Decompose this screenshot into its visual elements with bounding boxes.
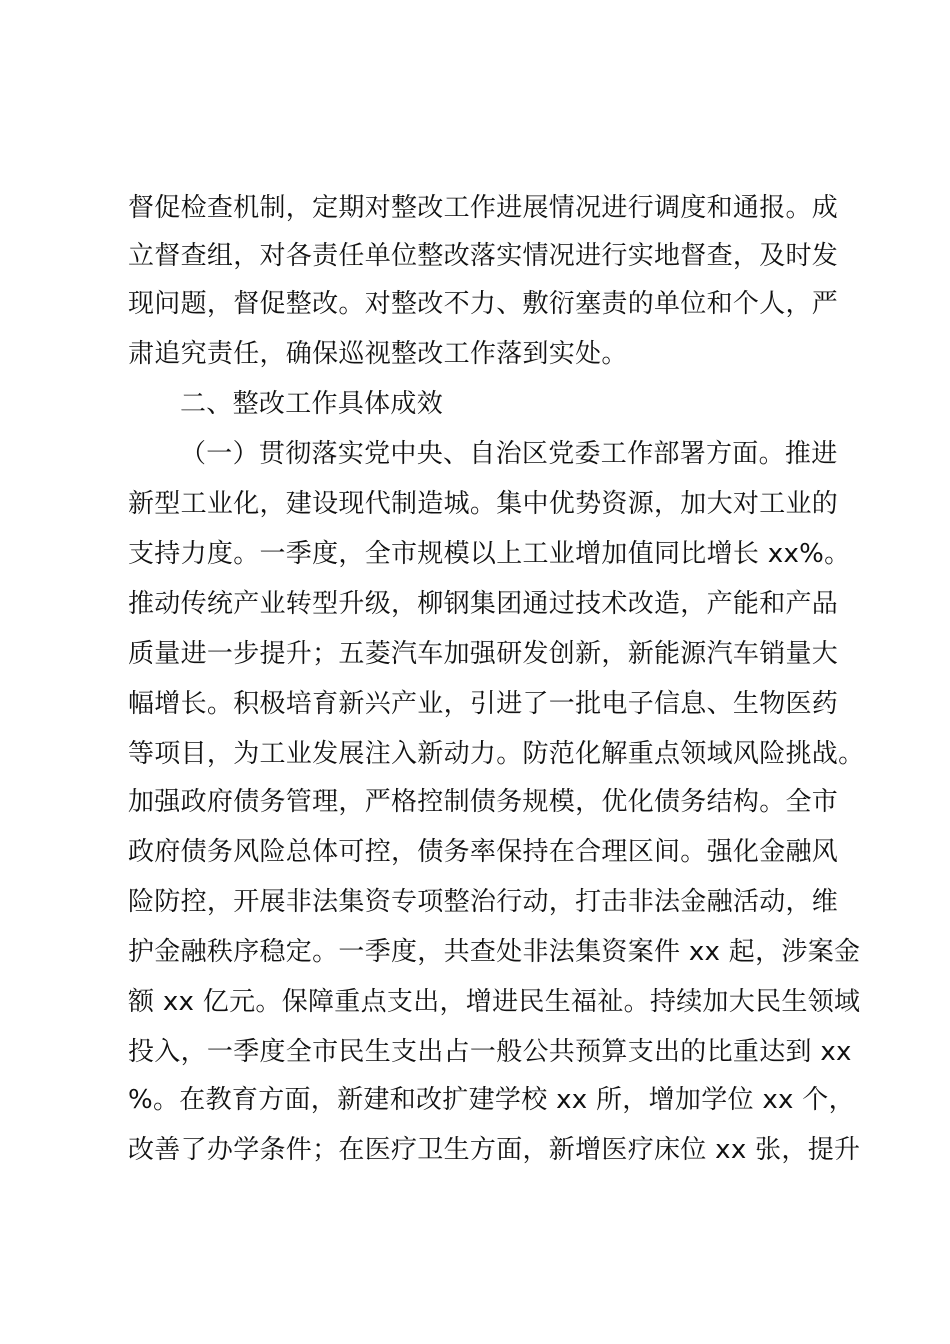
body-text-line: 支持力度。一季度，全市规模以上工业增加值同比增长 xx%。 — [128, 539, 851, 569]
body-text-line: 督促检查机制，定期对整改工作进展情况进行调度和通报。成 — [128, 193, 839, 223]
body-text-line: 立督查组，对各责任单位整改落实情况进行实地督查，及时发 — [128, 241, 839, 271]
body-text-line: 等项目，为工业发展注入新动力。防范化解重点领域风险挑战。 — [128, 739, 865, 769]
body-text-line: 额 xx 亿元。保障重点支出，增进民生福祉。持续加大民生领域 — [128, 987, 861, 1017]
body-text-line: 投入，一季度全市民生支出占一般公共预算支出的比重达到 xx — [128, 1037, 852, 1067]
body-text-line: 新型工业化，建设现代制造城。集中优势资源，加大对工业的 — [128, 489, 839, 519]
body-text-line: 肃追究责任，确保巡视整改工作落到实处。 — [128, 339, 628, 369]
body-text-line: 险防控，开展非法集资专项整治行动，打击非法金融活动，维 — [128, 887, 839, 917]
body-text-line: 推动传统产业转型升级，柳钢集团通过技术改造，产能和产品 — [128, 589, 839, 619]
body-text-line: 幅增长。积极培育新兴产业，引进了一批电子信息、生物医药 — [128, 689, 839, 719]
subsection-heading-line: （一）贯彻落实党中央、自治区党委工作部署方面。推进 — [180, 439, 838, 469]
body-text-line: 质量进一步提升；五菱汽车加强研发创新，新能源汽车销量大 — [128, 639, 839, 669]
body-text-line: 改善了办学条件；在医疗卫生方面，新增医疗床位 xx 张，提升 — [128, 1135, 861, 1165]
body-text-line: 护金融秩序稳定。一季度，共查处非法集资案件 xx 起，涉案金 — [128, 937, 861, 967]
body-text-line: 现问题，督促整改。对整改不力、敷衍塞责的单位和个人，严 — [128, 289, 839, 319]
body-text-line: 加强政府债务管理，严格控制债务规模，优化债务结构。全市 — [128, 787, 839, 817]
section-heading: 二、整改工作具体成效 — [180, 389, 444, 419]
body-text-line: %。在教育方面，新建和改扩建学校 xx 所，增加学位 xx 个， — [128, 1085, 855, 1115]
body-text-line: 政府债务风险总体可控，债务率保持在合理区间。强化金融风 — [128, 837, 839, 867]
